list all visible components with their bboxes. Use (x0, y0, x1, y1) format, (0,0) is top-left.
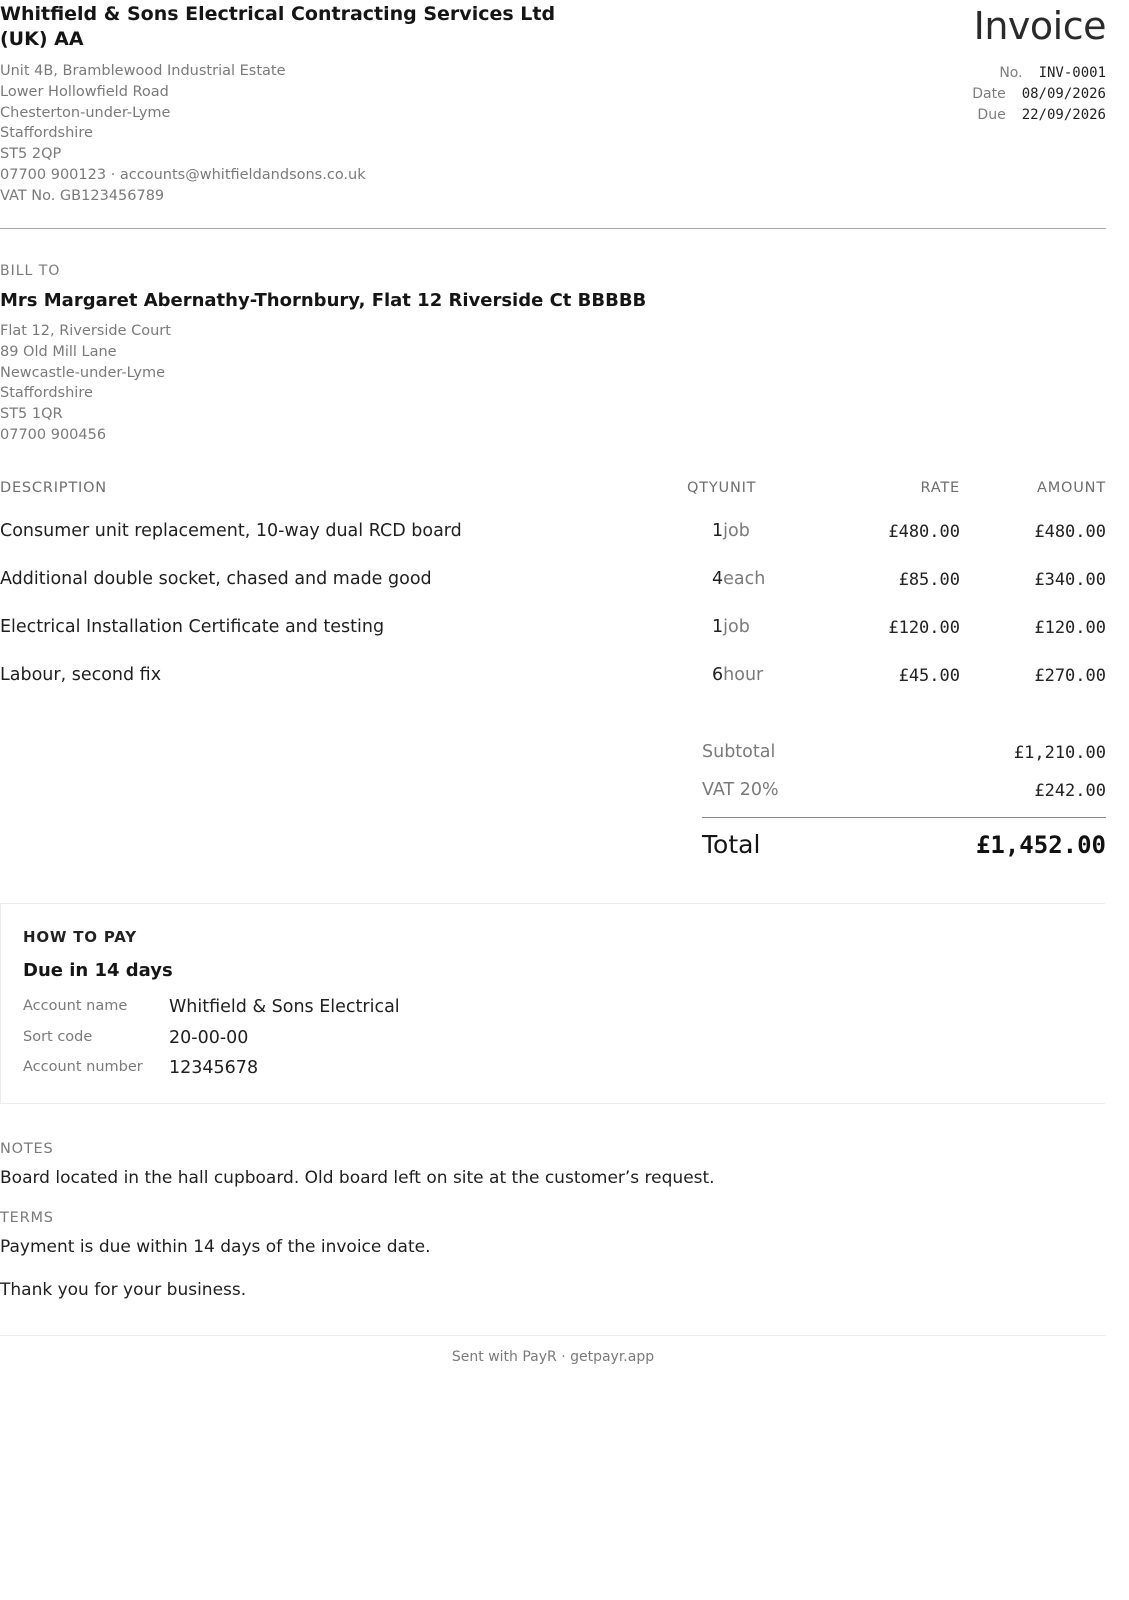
row-description: Consumer unit replacement, 10-way dual RCD board (0, 521, 462, 541)
row-amount: £120.00 (1034, 618, 1106, 638)
table-row (0, 521, 1106, 545)
row-qty: 4 (712, 569, 724, 589)
payment-due-text: Due in 14 days (23, 960, 173, 981)
invoice-number-label: No. (999, 65, 1023, 81)
column-header-description: DESCRIPTION (0, 480, 107, 496)
row-unit: hour (723, 665, 764, 685)
company-name: Whitfield & Sons Electrical Contracting Services Ltd (UK) AA (0, 3, 556, 50)
row-rate: £120.00 (888, 618, 960, 638)
notes-text: Board located in the hall cupboard. Old board left on site at the customer’s request. (0, 1168, 715, 1188)
invoice-date-label: Date (972, 86, 1006, 102)
row-quantity (712, 617, 750, 637)
row-description: Additional double socket, chased and made good (0, 569, 432, 589)
bill-to-address-line: ST5 1QR (0, 406, 63, 423)
account-name-label: Account name (23, 998, 128, 1014)
row-rate: £85.00 (898, 570, 960, 590)
invoice-number-row (972, 65, 1106, 86)
totals-divider (702, 817, 1106, 818)
invoice-due-label: Due (977, 107, 1006, 123)
terms-text: Payment is due within 14 days of the invoice date. (0, 1237, 431, 1257)
invoice-meta (972, 65, 1106, 128)
row-qty: 1 (712, 617, 724, 637)
account-number-label: Account number (23, 1059, 143, 1075)
row-unit: job (723, 521, 750, 541)
company-address-line: Unit 4B, Bramblewood Industrial Estate (0, 63, 286, 79)
invoice-due-row (972, 107, 1106, 128)
payment-title: HOW TO PAY (23, 928, 137, 946)
row-quantity (712, 521, 750, 541)
bill-to-address-line: 89 Old Mill Lane (0, 343, 117, 360)
company-address-line: ST5 2QP (0, 146, 62, 163)
sort-code-label: Sort code (23, 1029, 93, 1045)
bill-to-address-line: Flat 12, Riverside Court (0, 323, 171, 339)
invoice-due-date: 22/09/2026 (1021, 107, 1106, 123)
account-number-value: 12345678 (169, 1058, 259, 1078)
table-row (0, 569, 1106, 593)
bill-to-address-line: Staffordshire (0, 385, 93, 402)
table-row (0, 617, 1106, 641)
bill-to-address-line: Newcastle-under-Lyme (0, 364, 166, 381)
row-description: Electrical Installation Certificate and testing (0, 617, 385, 637)
footer-text: Sent with PayR · getpayr.app (451, 1349, 655, 1365)
column-header-qty-unit (687, 480, 756, 496)
column-header-unit: UNIT (718, 480, 757, 496)
row-rate: £45.00 (898, 666, 960, 686)
company-address (0, 61, 366, 207)
row-qty: 6 (712, 665, 724, 685)
row-amount: £340.00 (1034, 570, 1106, 590)
company-address-line: Staffordshire (0, 125, 93, 142)
invoice-title: Invoice (973, 4, 1106, 48)
bill-to-name: Mrs Margaret Abernathy-Thornbury, Flat 12 Riverside Ct BBBBB (0, 290, 647, 311)
company-address-line: Chesterton-under-Lyme (0, 104, 171, 121)
row-quantity (712, 569, 765, 589)
column-header-qty: QTY (687, 480, 719, 496)
bill-to-address (0, 321, 171, 446)
company-contact: 07700 900123 · accounts@whitfieldandsons.co.uk (0, 166, 366, 183)
invoice-date: 08/09/2026 (1021, 86, 1106, 102)
sort-code-value: 20-00-00 (169, 1028, 249, 1048)
vat-value: £242.00 (1034, 781, 1106, 801)
total-label: Total (702, 830, 761, 859)
payment-panel (0, 903, 1105, 1104)
invoice-date-row (972, 86, 1106, 107)
company-vat-number: VAT No. GB123456789 (0, 187, 165, 204)
bill-to-phone: 07700 900456 (0, 426, 107, 443)
vat-label: VAT 20% (702, 780, 779, 800)
account-name-value: Whitfield & Sons Electrical (169, 997, 400, 1017)
subtotal-value: £1,210.00 (1013, 743, 1106, 763)
row-unit: each (723, 569, 766, 589)
notes-label: NOTES (0, 1141, 54, 1157)
row-rate: £480.00 (888, 522, 960, 542)
row-amount: £480.00 (1034, 522, 1106, 542)
invoice-number: INV-0001 (1038, 65, 1106, 81)
subtotal-label: Subtotal (702, 742, 776, 762)
row-amount: £270.00 (1034, 666, 1106, 686)
table-row (0, 665, 1106, 689)
bill-to-label: BILL TO (0, 263, 61, 279)
footer-divider (0, 1335, 1106, 1336)
row-quantity (712, 665, 763, 685)
thank-you-text: Thank you for your business. (0, 1280, 247, 1300)
total-value: £1,452.00 (975, 831, 1106, 859)
row-unit: job (723, 617, 750, 637)
column-header-amount: AMOUNT (1037, 480, 1106, 496)
row-qty: 1 (712, 521, 724, 541)
terms-label: TERMS (0, 1210, 54, 1226)
row-description: Labour, second fix (0, 665, 162, 685)
column-header-rate: RATE (920, 480, 960, 496)
header-divider (0, 228, 1106, 229)
company-address-line: Lower Hollowfield Road (0, 83, 169, 100)
